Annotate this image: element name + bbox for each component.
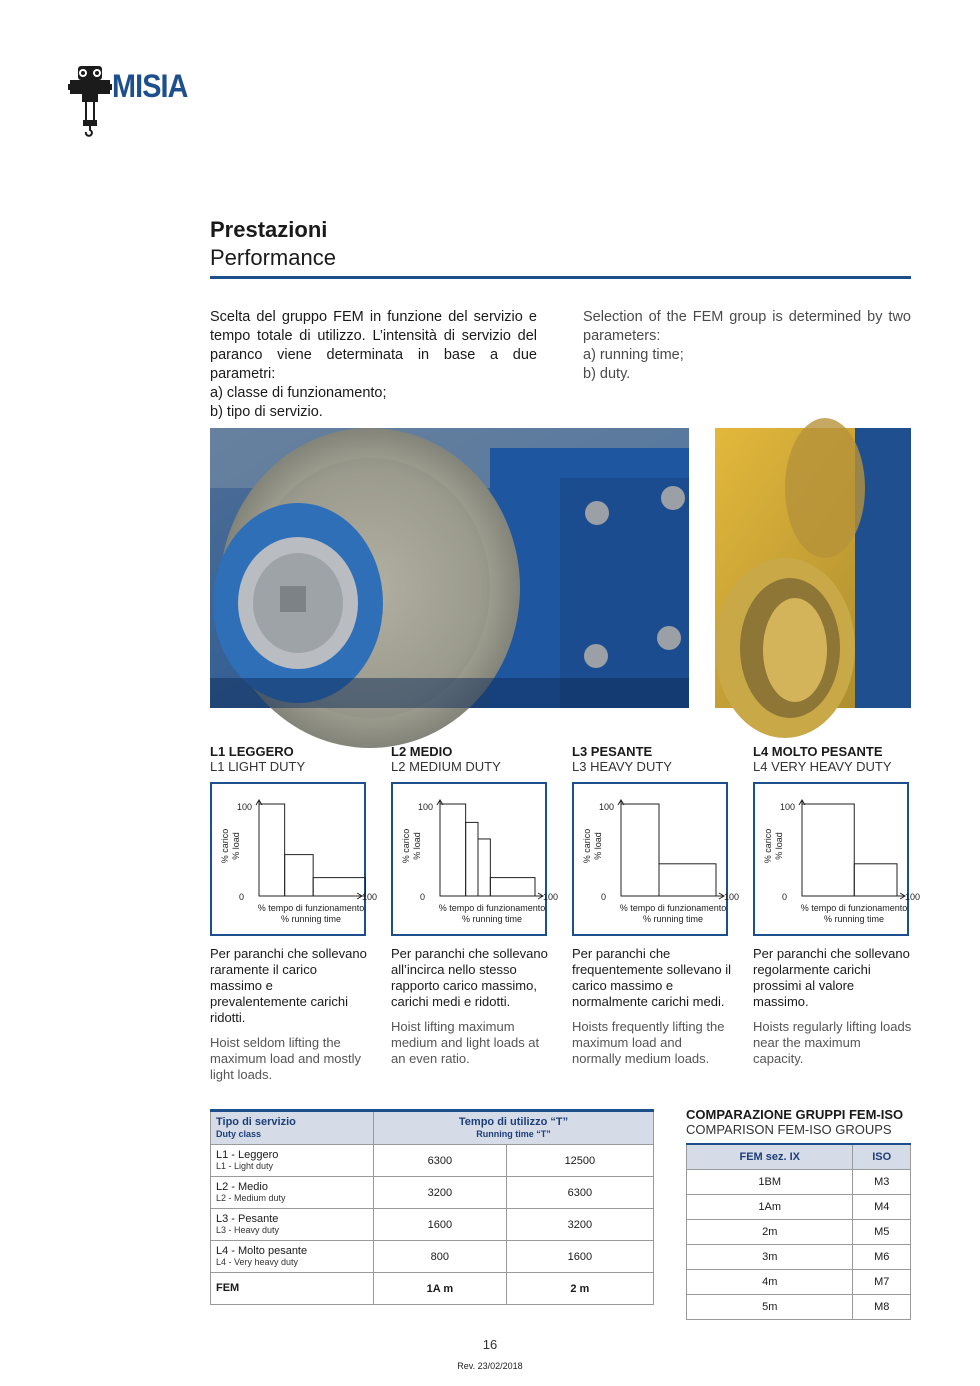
title-divider bbox=[210, 276, 911, 279]
photo-trolley-wheel-blue bbox=[210, 428, 689, 708]
fem-group: 1Am bbox=[687, 1195, 853, 1220]
duty-class-cell bbox=[211, 1241, 374, 1273]
duty-l3 bbox=[572, 744, 740, 1066]
y-axis-label-en: % load bbox=[231, 832, 241, 860]
y-axis-label-en: % load bbox=[774, 832, 784, 860]
intro-en-line: Selection of the FEM group is determined by two parameters: bbox=[583, 309, 911, 344]
intro-en-line: b) duty. bbox=[583, 366, 631, 382]
diagram-svg bbox=[393, 784, 559, 938]
duty-class-cell bbox=[211, 1145, 374, 1177]
running-time-a: 800 bbox=[374, 1241, 507, 1273]
table-row bbox=[687, 1170, 911, 1195]
duty-description bbox=[753, 946, 913, 1067]
col-duty-class bbox=[211, 1111, 374, 1145]
iso-group: M8 bbox=[853, 1295, 911, 1320]
load-step-bar bbox=[440, 804, 466, 896]
intro-en-line: a) running time; bbox=[583, 347, 684, 363]
running-time-a: 1600 bbox=[374, 1209, 507, 1241]
table-row bbox=[211, 1177, 654, 1209]
duty-class-it: L2 - Medio bbox=[216, 1180, 268, 1193]
y-max-label: 100 bbox=[599, 802, 615, 812]
zero-label: 0 bbox=[782, 892, 788, 902]
iso-group: M4 bbox=[853, 1195, 911, 1220]
load-step-bar bbox=[659, 864, 716, 896]
x-axis-label-it: % tempo di funzionamento bbox=[438, 903, 546, 913]
running-time-a: 6300 bbox=[374, 1145, 507, 1177]
y-max-label: 100 bbox=[780, 802, 796, 812]
fem-group: 4m bbox=[687, 1270, 853, 1295]
load-spectrum-diagram bbox=[753, 782, 921, 936]
running-time-b: 6300 bbox=[506, 1177, 653, 1209]
hoist-logo-icon bbox=[68, 62, 114, 134]
load-step-bar bbox=[621, 804, 659, 896]
duty-description-en: Hoists frequently lifting the maximum load and normally medium loads. bbox=[572, 1019, 725, 1066]
y-axis-label-en: % load bbox=[412, 832, 422, 860]
x-axis-label-en: % running time bbox=[823, 914, 885, 924]
x-max-label: 100 bbox=[362, 892, 378, 902]
x-axis-label-en: % running time bbox=[280, 914, 342, 924]
col-running-time-it: Tempo di utilizzo “T” bbox=[458, 1116, 569, 1128]
fem-group: 3m bbox=[687, 1245, 853, 1270]
duty-title: L1 LEGGERO bbox=[210, 744, 294, 759]
duty-title: L3 PESANTE bbox=[572, 744, 653, 759]
duty-class-cell bbox=[211, 1177, 374, 1209]
y-axis-label-it: % carico bbox=[220, 828, 230, 864]
diagram-svg bbox=[755, 784, 921, 938]
intro-it-line: b) tipo di servizio. bbox=[210, 404, 323, 420]
duty-description-en: Hoist seldom lifting the maximum load and mostly light loads. bbox=[210, 1035, 361, 1082]
page-title-en: Performance bbox=[210, 245, 336, 270]
load-spectrum-diagram bbox=[572, 782, 740, 936]
x-axis-label-it: % tempo di funzionamento bbox=[257, 903, 365, 913]
brand-logo bbox=[68, 62, 198, 134]
revision-date: Rev. 23/02/2018 bbox=[457, 1361, 523, 1371]
iso-group: M3 bbox=[853, 1170, 911, 1195]
x-max-label: 100 bbox=[905, 892, 921, 902]
load-step-bar bbox=[478, 839, 490, 896]
load-step-bar bbox=[259, 804, 285, 896]
iso-group: M6 bbox=[853, 1245, 911, 1270]
duty-description bbox=[210, 946, 370, 1083]
comparison-title: COMPARAZIONE GRUPPI FEM-ISO bbox=[686, 1107, 904, 1122]
duty-description-it: Per paranchi che sollevano all’incirca nello stesso rapporto carico massimo, carichi medi e ridotti. bbox=[391, 946, 548, 1009]
y-max-label: 100 bbox=[418, 802, 434, 812]
intro-english bbox=[583, 308, 911, 384]
duty-description bbox=[572, 946, 732, 1067]
table-row bbox=[687, 1295, 911, 1320]
table-row bbox=[687, 1270, 911, 1295]
fem-b: 2 m bbox=[506, 1273, 653, 1305]
running-time-b: 3200 bbox=[506, 1209, 653, 1241]
load-step-bar bbox=[490, 878, 535, 896]
iso-group: M5 bbox=[853, 1220, 911, 1245]
load-spectrum-diagram bbox=[391, 782, 559, 936]
duty-subtitle: L2 MEDIUM DUTY bbox=[391, 759, 501, 774]
duty-subtitle: L1 LIGHT DUTY bbox=[210, 759, 306, 774]
fem-row bbox=[211, 1273, 654, 1305]
x-axis-label-en: % running time bbox=[642, 914, 704, 924]
col-duty-class-en: Duty class bbox=[216, 1129, 262, 1139]
load-step-bar bbox=[802, 804, 854, 896]
duty-description-en: Hoists regularly lifting loads near the maximum capacity. bbox=[753, 1019, 912, 1066]
col-duty-class-it: Tipo di servizio bbox=[216, 1116, 296, 1128]
fem-a: 1A m bbox=[374, 1273, 507, 1305]
duty-class-it: L4 - Molto pesante bbox=[216, 1244, 308, 1257]
load-step-bar bbox=[466, 822, 478, 896]
duty-description-it: Per paranchi che frequentemente sollevano il carico massimo e normalmente carichi medi. bbox=[572, 946, 731, 1009]
zero-label: 0 bbox=[601, 892, 607, 902]
duty-description-en: Hoist lifting maximum medium and light loads at an even ratio. bbox=[391, 1019, 540, 1066]
duty-l1 bbox=[210, 744, 378, 1082]
col-fem: FEM sez. IX bbox=[687, 1144, 853, 1170]
duty-description-it: Per paranchi che sollevano raramente il carico massimo e prevalentemente carichi ridotti. bbox=[210, 946, 367, 1025]
duty-l2 bbox=[391, 744, 559, 1066]
fem-iso-table bbox=[686, 1143, 911, 1320]
col-running-time-en: Running time “T” bbox=[476, 1129, 551, 1139]
table-row bbox=[211, 1209, 654, 1241]
x-axis-label-it: % tempo di funzionamento bbox=[619, 903, 727, 913]
table-row bbox=[687, 1195, 911, 1220]
x-max-label: 100 bbox=[724, 892, 740, 902]
duty-class-en: L3 - Heavy duty bbox=[216, 1224, 280, 1235]
table-row bbox=[687, 1220, 911, 1245]
fem-group: 5m bbox=[687, 1295, 853, 1320]
service-time-table bbox=[210, 1109, 654, 1305]
table-row bbox=[687, 1245, 911, 1270]
running-time-b: 12500 bbox=[506, 1145, 653, 1177]
fem-label: FEM bbox=[211, 1273, 374, 1305]
x-axis-label-it: % tempo di funzionamento bbox=[800, 903, 908, 913]
table-header-row bbox=[687, 1144, 911, 1170]
comparison-title-en: COMPARISON FEM-ISO GROUPS bbox=[686, 1122, 892, 1137]
duty-title: L2 MEDIO bbox=[391, 744, 453, 759]
duty-class-en: L4 - Very heavy duty bbox=[216, 1256, 299, 1267]
photo-trolley-wheel-yellow bbox=[715, 428, 911, 708]
intro-it-line: a) classe di funzionamento; bbox=[210, 385, 387, 401]
y-max-label: 100 bbox=[237, 802, 253, 812]
zero-label: 0 bbox=[420, 892, 426, 902]
y-axis-label-en: % load bbox=[593, 832, 603, 860]
page-title: Prestazioni bbox=[210, 217, 328, 242]
y-axis-label-it: % carico bbox=[582, 828, 592, 864]
brand-name: MISIA bbox=[112, 68, 188, 104]
duty-class-it: L1 - Leggero bbox=[216, 1148, 279, 1161]
running-time-a: 3200 bbox=[374, 1177, 507, 1209]
duty-class-en: L2 - Medium duty bbox=[216, 1192, 286, 1203]
diagram-svg bbox=[574, 784, 740, 938]
duty-l4 bbox=[753, 744, 921, 1066]
duty-subtitle: L4 VERY HEAVY DUTY bbox=[753, 759, 892, 774]
duty-class-cell bbox=[211, 1209, 374, 1241]
table-row bbox=[211, 1145, 654, 1177]
load-spectrum-diagram bbox=[210, 782, 378, 936]
x-max-label: 100 bbox=[543, 892, 559, 902]
duty-subtitle: L3 HEAVY DUTY bbox=[572, 759, 672, 774]
page-number: 16 bbox=[482, 1337, 498, 1352]
y-axis-label-it: % carico bbox=[401, 828, 411, 864]
fem-group: 2m bbox=[687, 1220, 853, 1245]
iso-group: M7 bbox=[853, 1270, 911, 1295]
duty-description-it: Per paranchi che sollevano regolarmente carichi prossimi al valore massimo. bbox=[753, 946, 910, 1009]
intro-it-line: Scelta del gruppo FEM in funzione del servizio e tempo totale di utilizzo. L’intensità di servizio del paranco viene determinata in base a due parametri: bbox=[210, 309, 537, 382]
col-running-time bbox=[374, 1111, 654, 1145]
intro-italian bbox=[210, 308, 537, 422]
y-axis-label-it: % carico bbox=[763, 828, 773, 864]
duty-class-it: L3 - Pesante bbox=[216, 1212, 279, 1225]
diagram-svg bbox=[212, 784, 378, 938]
table-row bbox=[211, 1241, 654, 1273]
duty-description bbox=[391, 946, 551, 1067]
duty-title: L4 MOLTO PESANTE bbox=[753, 744, 883, 759]
running-time-b: 1600 bbox=[506, 1241, 653, 1273]
load-step-bar bbox=[854, 864, 897, 896]
table-header-row bbox=[211, 1111, 654, 1145]
load-step-bar bbox=[285, 855, 314, 896]
fem-group: 1BM bbox=[687, 1170, 853, 1195]
zero-label: 0 bbox=[239, 892, 245, 902]
x-axis-label-en: % running time bbox=[461, 914, 523, 924]
duty-class-en: L1 - Light duty bbox=[216, 1160, 274, 1171]
col-iso: ISO bbox=[853, 1144, 911, 1170]
